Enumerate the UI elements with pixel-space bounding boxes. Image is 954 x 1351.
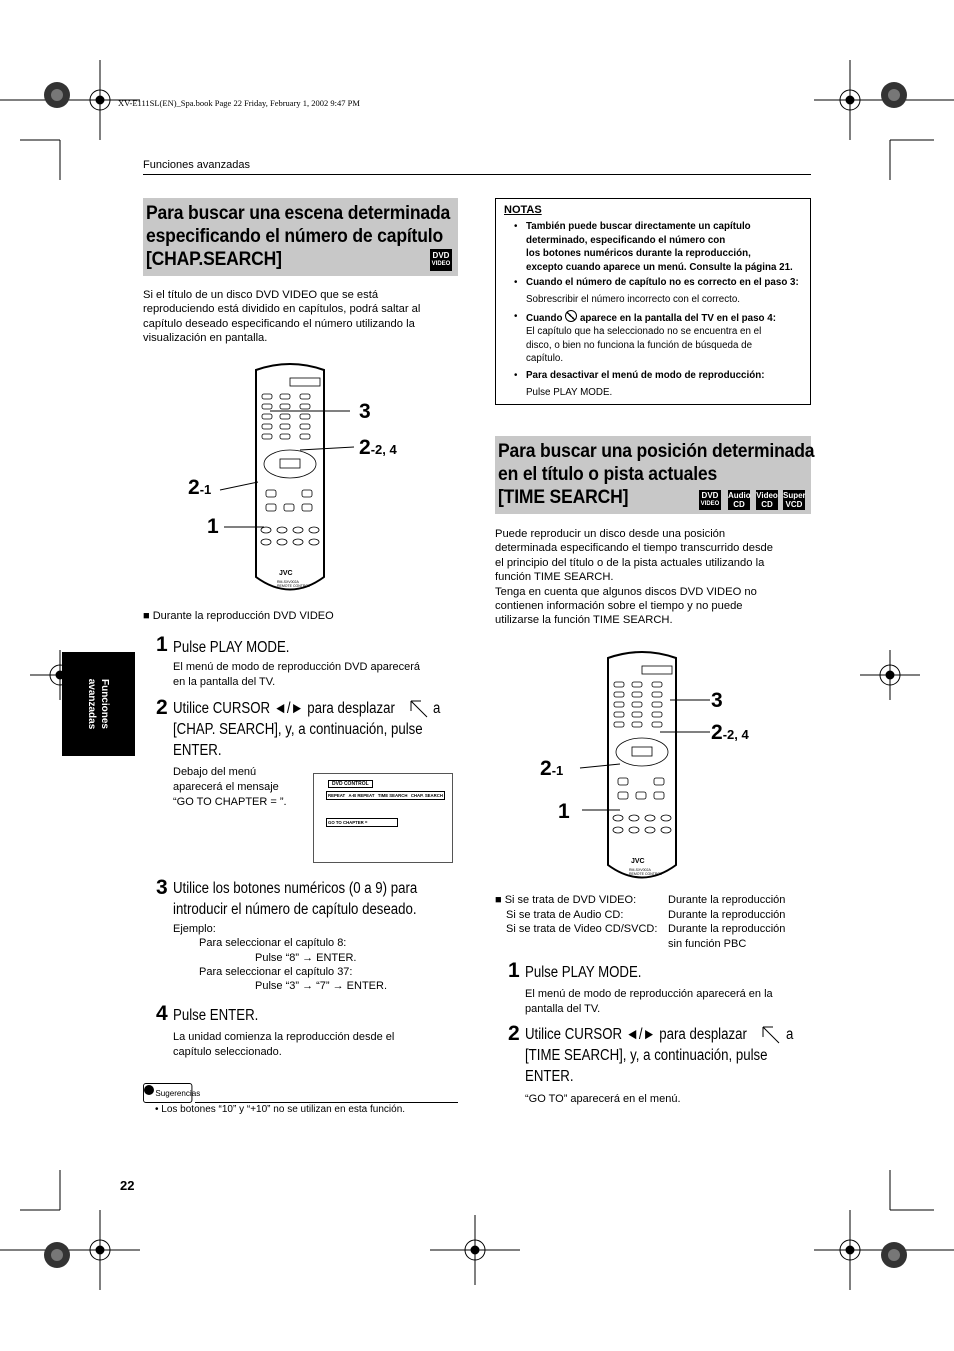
condition-value: Durante la reproducción: [668, 908, 786, 921]
badge-bottom: VIDEO: [700, 501, 720, 507]
badge-bottom: CD: [761, 500, 773, 509]
condition-label: ■ Si se trata de DVD VIDEO:: [495, 894, 637, 906]
step3-example: [173, 922, 387, 993]
sub-line: La unidad comienza la reproducción desde el: [173, 1031, 395, 1043]
note-line: excepto cuando aparece un menú. Consulte la página 21.: [526, 261, 793, 273]
prohibited-icon: [565, 310, 577, 322]
step2-text: [525, 1024, 768, 1087]
step2-sub: [173, 765, 287, 810]
remote-brand: JVC: [279, 570, 293, 577]
condition-value: Durante la reproducción: [668, 923, 786, 935]
step1-sub: [173, 660, 420, 690]
step1-number: 1: [156, 633, 168, 656]
step2-line: Utilice CURSOR ◄/► para desplazar: [525, 1026, 747, 1043]
title-line: en el título o pista actuales: [498, 463, 718, 485]
intro-line: función TIME SEARCH.: [495, 571, 614, 584]
badge-top: Video: [756, 491, 778, 500]
step1-sub: [525, 987, 773, 1017]
side-tab-line1: Funciones: [99, 678, 111, 729]
intro-line: Si el título de un disco DVD VIDEO que se está: [143, 289, 379, 301]
note-line: Sobrescribir el número incorrecto con el correcto.: [526, 293, 740, 305]
side-tab-line2: avanzadas: [86, 678, 98, 730]
section-title: Funciones avanzadas: [143, 159, 251, 171]
example-line: Para seleccionar el capítulo 8:: [199, 937, 347, 950]
screen-item: A-B REPEAT: [348, 793, 375, 798]
callout-2-2-4: [711, 721, 749, 745]
dvd-video-badge: [699, 490, 721, 510]
note-line: Para desactivar el menú de modo de reproducción:: [526, 369, 765, 381]
remote-model: RM-SXV002A: [629, 868, 651, 872]
badge-bottom: CD: [733, 500, 745, 509]
callout-num: 2: [540, 757, 552, 780]
callout-1: 1: [558, 800, 570, 823]
screen-menu: [326, 791, 445, 800]
time-intro: [495, 527, 815, 628]
pointer-icon: [760, 1024, 782, 1046]
title-line: [TIME SEARCH]: [498, 486, 629, 508]
callout-lines: [200, 400, 360, 540]
callout-2-1: [188, 476, 211, 500]
chap-intro: [143, 288, 463, 346]
note-line: Cuando: [526, 312, 563, 324]
callout-2-1: [540, 757, 563, 781]
step2-sub: “GO TO” aparecerá en el menú.: [525, 1093, 681, 1105]
example-line: Pulse “8” → ENTER.: [255, 951, 357, 964]
step1-text: Pulse PLAY MODE.: [173, 639, 290, 656]
intro-line: Tenga en cuenta que algunos discos DVD VIDEO no: [495, 585, 757, 598]
intro-line: Puede reproducir un disco desde una posición: [495, 528, 726, 540]
page-number: 22: [120, 1178, 135, 1193]
sub-line: Debajo del menú: [173, 766, 257, 778]
step2-line: [TIME SEARCH], y, a continuación, pulse: [525, 1047, 768, 1064]
dvd-control-screen: [313, 773, 453, 863]
example-line: Para seleccionar el capítulo 37:: [199, 965, 353, 978]
condition-value: Durante la reproducción: [668, 894, 786, 906]
callout-lines: [560, 690, 720, 830]
notes-list: [514, 220, 806, 399]
conditions: [495, 893, 785, 951]
remote-sub: REMOTE CONTROL: [629, 872, 663, 876]
pointer-icon: [408, 698, 430, 720]
sub-line: El menú de modo de reproducción aparecerá en la: [525, 988, 773, 1000]
badge-top: Audio: [728, 491, 751, 500]
chap-search-title: [146, 202, 450, 271]
screen-item: REPEAT: [328, 793, 346, 798]
title-line: Para buscar una escena determinada: [146, 202, 451, 224]
step3-line: introducir el número de capítulo deseado.: [173, 901, 417, 918]
step4-text: Pulse ENTER.: [173, 1007, 259, 1024]
step3-line: Utilice los botones numéricos (0 a 9) para: [173, 880, 418, 897]
callout-suffix: -1: [199, 482, 212, 497]
notes-box: [495, 198, 811, 405]
step2-a: a: [786, 1026, 794, 1043]
step1-text: Pulse PLAY MODE.: [525, 964, 642, 981]
step2-line: ENTER.: [173, 742, 222, 759]
step2-number: 2: [508, 1022, 520, 1045]
note-line: También puede buscar directamente un capítulo: [526, 221, 751, 232]
audio-cd-badge: [728, 490, 750, 510]
step3-number: 3: [156, 876, 168, 899]
note-item: • Para desactivar el menú de modo de reproducción: Pulse PLAY MODE.: [514, 369, 806, 399]
note-line: capítulo.: [526, 353, 564, 365]
title-line: especificando el número de capítulo: [146, 225, 443, 247]
title-line: Para buscar una posición determinada: [498, 440, 815, 462]
intro-line: capítulo deseado especificando el número utilizando la: [143, 317, 415, 330]
side-tab: [62, 652, 135, 756]
title-line: [CHAP.SEARCH]: [146, 248, 282, 270]
remote-brand: JVC: [631, 858, 645, 865]
tips-rule: [195, 1102, 458, 1103]
callout-suffix: -2, 4: [722, 727, 749, 742]
screen-item: TIME SEARCH: [377, 793, 408, 798]
screen-goto: GO TO CHAPTER =: [326, 818, 398, 827]
note-line: El capítulo que ha seleccionado no se encuentra en el: [526, 326, 762, 338]
sub-line: pantalla del TV.: [525, 1003, 601, 1015]
note-line: los botones numéricos durante la reproducción,: [526, 248, 751, 260]
note-line: disco, o bien no funciona la función de búsqueda de: [526, 339, 753, 351]
note-item: • También puede buscar directamente un capítulo determinado, especificando el número con los botones numéricos durante la reproducción, excepto cuando aparece un menú. Consulte la página 21.: [514, 220, 806, 274]
callout-num: 2: [188, 476, 200, 499]
example-line: Pulse “3” → “7” → ENTER.: [255, 980, 388, 993]
step2-line: [CHAP. SEARCH], y, a continuación, pulse: [173, 721, 423, 738]
during-dvd: ■ Durante la reproducción DVD VIDEO: [143, 610, 334, 622]
sub-line: aparecerá el mensaje: [173, 781, 279, 793]
step2-line: ENTER.: [525, 1068, 574, 1085]
callout-suffix: -2, 4: [370, 442, 397, 457]
step2-text: [173, 698, 423, 761]
condition-row: [495, 908, 785, 923]
sub-line: “GO TO CHAPTER = ”.: [173, 796, 287, 808]
callout-3: 3: [711, 689, 723, 712]
note-item: • Cuando aparece en la pantalla del TV en el paso 4: El capítulo que ha seleccionado no se encuentra en el disco, o bien no funciona la función de búsqueda de capítulo.: [514, 310, 806, 366]
screen-title: DVD CONTROL: [328, 780, 373, 788]
intro-line: utilizarse la función TIME SEARCH.: [495, 614, 673, 627]
tip-text: • Los botones “10” y “+10” no se utilizan en esta función.: [155, 1104, 406, 1115]
video-cd-badge: [756, 490, 778, 510]
step3-text: [173, 878, 417, 920]
condition-row: [495, 937, 785, 952]
condition-label: Si se trata de Video CD/SVCD:: [506, 923, 658, 935]
intro-line: determinada especificando el tiempo transcurrido desde: [495, 542, 773, 555]
condition-value: sin función PBC: [668, 937, 747, 950]
super-vcd-badge: [783, 490, 805, 510]
tips-icon: [144, 1085, 154, 1095]
step4-sub: [173, 1030, 394, 1060]
callout-suffix: -1: [551, 763, 564, 778]
step1-number: 1: [508, 959, 520, 982]
note-line: Cuando el número de capítulo no es correcto en el paso 3:: [526, 277, 799, 289]
step2-a: a: [433, 700, 441, 717]
dvd-video-badge: [430, 249, 452, 271]
badge-bottom: VCD: [785, 500, 803, 509]
time-search-banner: [495, 436, 815, 514]
callout-3: 3: [359, 400, 371, 423]
step4-number: 4: [156, 1002, 168, 1025]
remote-model: RM-SXV002A: [277, 580, 299, 584]
callout-1: 1: [207, 515, 219, 538]
note-item: • Cuando el número de capítulo no es correcto en el paso 3: Sobrescribir el número incorrecto con el correcto.: [514, 276, 806, 306]
remote-sub: REMOTE CONTROL: [277, 584, 311, 588]
step2-number: 2: [156, 696, 168, 719]
intro-line: reproduciendo está dividido en capítulos, podrá saltar al: [143, 303, 421, 316]
intro-line: el principio del título o de la pista actuales utilizando la: [495, 556, 765, 569]
badge-top: DVD: [701, 491, 719, 500]
condition-label: [506, 937, 668, 952]
sub-line: en la pantalla del TV.: [173, 676, 276, 688]
tips-text: Sugerencias: [155, 1088, 201, 1098]
condition-row: [495, 893, 785, 908]
intro-line: contienen información sobre el tiempo y no puede: [495, 600, 743, 613]
callout-num: 2: [359, 436, 371, 459]
file-info-line: XV-E111SL(EN)_Spa.book Page 22 Friday, February 1, 2002 9:47 PM: [118, 98, 360, 108]
note-line: Pulse PLAY MODE.: [526, 386, 613, 398]
intro-line: visualización en pantalla.: [143, 332, 268, 345]
callout-num: 2: [711, 721, 723, 744]
sub-line: capítulo seleccionado.: [173, 1046, 282, 1058]
notes-title: NOTAS: [504, 204, 542, 216]
chap-search-banner: [143, 198, 458, 276]
example-line: Ejemplo:: [173, 923, 216, 935]
condition-label: Si se trata de Audio CD:: [506, 908, 624, 921]
callout-2-2-4: [359, 436, 397, 460]
note-line: aparece en la pantalla del TV en el paso 4:: [579, 312, 776, 324]
screen-item: CHAP. SEARCH: [410, 793, 443, 798]
badge-top: DVD: [432, 251, 450, 260]
badge-top: Super: [783, 491, 806, 500]
header-rule: [143, 174, 811, 175]
condition-row: [495, 922, 785, 937]
note-line: determinado, especificando el número con: [526, 234, 726, 246]
sub-line: El menú de modo de reproducción DVD aparecerá: [173, 661, 421, 673]
step2-line: Utilice CURSOR ◄/► para desplazar: [173, 700, 395, 717]
badge-bottom: VIDEO: [431, 261, 451, 267]
